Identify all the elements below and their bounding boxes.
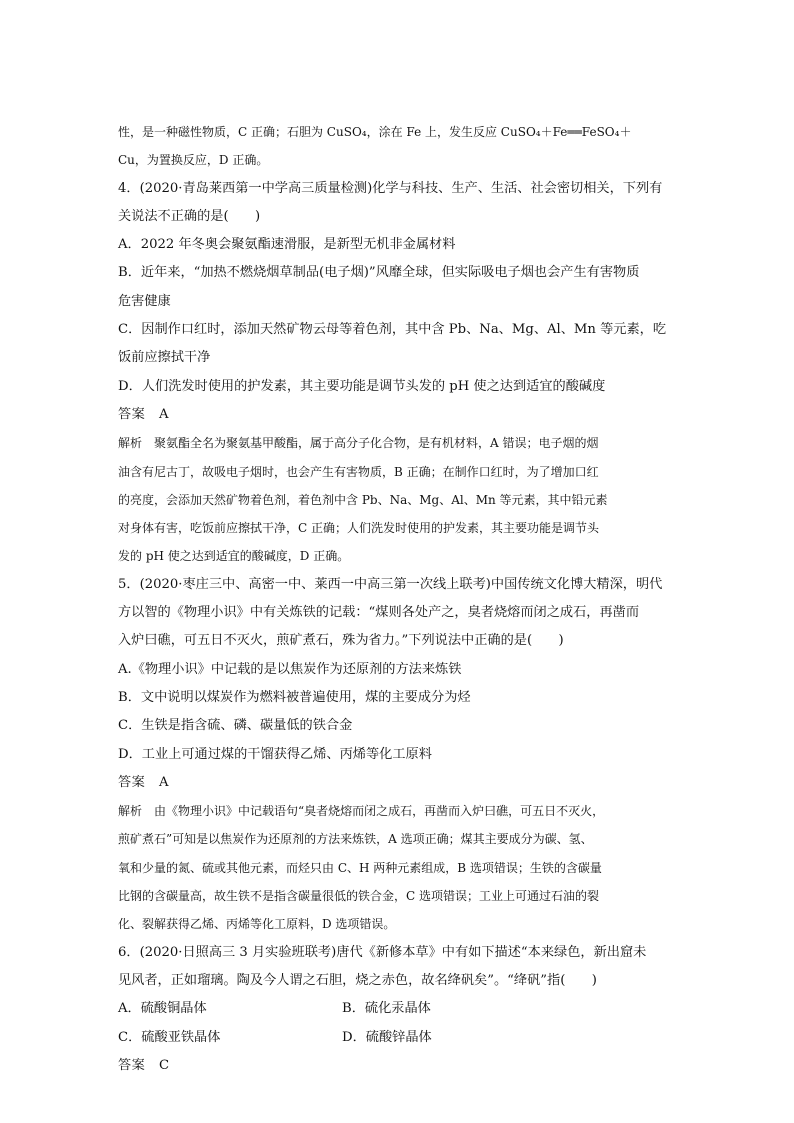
answer-line: 答案 A: [118, 406, 170, 422]
q6-option-b: B．硫化汞晶体: [342, 1001, 431, 1017]
question-line: B．文中说明以煤炭作为燃料被普遍使用，煤的主要成分为烃: [118, 689, 471, 705]
question-line: 4．(2020·青岛莱西第一中学高三质量检测)化学与科技、生产、生活、社会密切相关，下列有: [118, 180, 663, 196]
q6-options-row-1: [118, 995, 678, 1023]
explanation-line: 煎矿煮石”可知是以焦炭作为还原剂的方法来炼铁，A 选项正确；煤其主要成分为碳、氢、: [118, 832, 593, 847]
explanation-line: 油含有尼古丁，故吸电子烟时，也会产生有害物质，B 正确；在制作口红时，为了增加口红: [118, 464, 599, 479]
explanation-line: 化、裂解获得乙烯、丙烯等化工原料，D 选项错误。: [118, 917, 396, 932]
question-line: 危害健康: [118, 293, 171, 309]
q6-options-row-2: [118, 1024, 678, 1052]
question-line: D．人们洗发时使用的护发素，其主要功能是调节头发的 pH 使之达到适宜的酸碱度: [118, 378, 606, 394]
question-line: 关说法不正确的是( ): [118, 208, 261, 224]
q6-option-d: D．硫酸锌晶体: [342, 1029, 432, 1045]
question-line: A.《物理小识》中记载的是以焦炭作为还原剂的方法来炼铁: [118, 661, 462, 677]
explanation-line: 性，是一种磁性物质，C 正确；石胆为 CuSO₄，涂在 Fe 上，发生反应 CuSO₄＋Fe══FeSO₄＋: [118, 125, 632, 139]
question-line: A．2022 年冬奥会聚氨酯速滑服，是新型无机非金属材料: [118, 237, 456, 253]
question-line: 入炉曰礁，可五日不灭火，煎矿煮石，殊为省力。”下列说法中正确的是( ): [118, 633, 564, 649]
explanation-line: 的亮度，会添加天然矿物着色剂，着色剂中含 Pb、Na、Mg、Al、Mn 等元素，其中铅元素: [118, 492, 608, 507]
question-line: 饭前应擦拭干净: [118, 350, 211, 366]
q6-option-a: A．硫酸铜晶体: [118, 1001, 207, 1017]
explanation-line: Cu，为置换反应，D 正确。: [118, 153, 269, 168]
answer-line: 答案 A: [118, 774, 170, 790]
q6-answer: 答案 C: [118, 1057, 170, 1073]
question-line: C．生铁是指含硫、磷、碳量低的铁合金: [118, 718, 353, 734]
explanation-line: 解析 聚氨酯全名为聚氨基甲酸酯，属于高分子化合物，是有机材料，A 错误；电子烟的烟: [118, 436, 599, 451]
explanation-line: 发的 pH 使之达到适宜的酸碱度，D 正确。: [118, 549, 350, 564]
question-line: 见风者，正如瑠璃。陶及今人谓之石胆，烧之赤色，故名绛矾矣”。“绛矾”指( ): [118, 972, 597, 988]
explanation-line: 解析 由《物理小识》中记载语句“臭者烧熔而闭之成石，再凿而入炉曰礁，可五日不灭火，: [118, 804, 605, 819]
question-line: B．近年来，“加热不燃烧烟草制品(电子烟)”风靡全球，但实际吸电子烟也会产生有害物质: [118, 265, 640, 281]
explanation-line: 对身体有害，吃饭前应擦拭干净，C 正确；人们洗发时使用的护发素，其主要功能是调节头: [118, 521, 599, 536]
explanation-line: 比钢的含碳量高，故生铁不是指含碳量很低的铁合金，C 选项错误；工业上可通过石油的裂: [118, 889, 599, 904]
question-line: C．因制作口红时，添加天然矿物云母等着色剂，其中含 Pb、Na、Mg、Al、Mn 等元素，吃: [118, 322, 667, 338]
q6-option-c: C．硫酸亚铁晶体: [118, 1029, 221, 1045]
document-page: [118, 118, 678, 1080]
question-line: 5．(2020·枣庄三中、高密一中、莱西一中高三第一次线上联考)中国传统文化博大精深，明代: [118, 576, 663, 592]
question-line: 6．(2020·日照高三 3 月实验班联考)唐代《新修本草》中有如下描述“本来绿色，新出窟未: [118, 944, 647, 960]
question-line: 方以智的《物理小识》中有关炼铁的记载：“煤则各处产之，臭者烧熔而闭之成石，再凿而: [118, 605, 640, 621]
explanation-line: 氧和少量的氮、硫或其他元素，而烃只由 C、H 两种元素组成，B 选项错误；生铁的含碳量: [118, 860, 602, 875]
question-line: D．工业上可通过煤的干馏获得乙烯、丙烯等化工原料: [118, 746, 432, 762]
document-body: [118, 118, 678, 995]
